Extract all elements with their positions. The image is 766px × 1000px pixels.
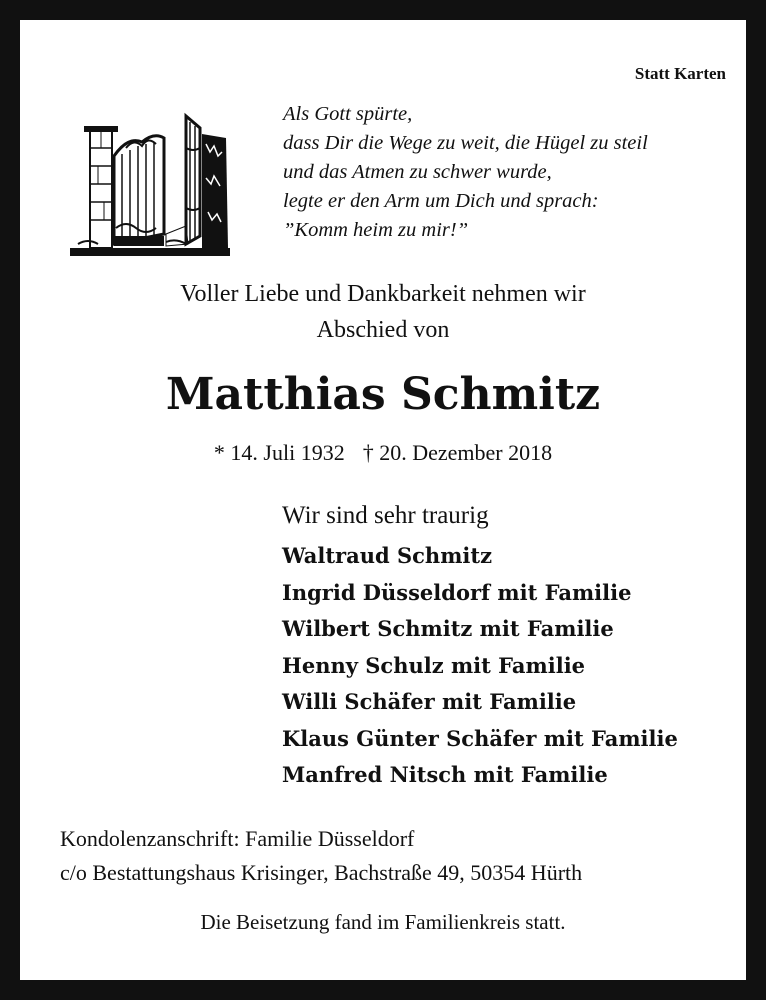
- open-gate-icon: [70, 108, 230, 256]
- poem-line: dass Dir die Wege zu weit, die Hügel zu steil: [283, 132, 648, 154]
- poem-line: legte er den Arm um Dich und sprach:: [283, 190, 599, 212]
- mourner-name: Manfred Nitsch mit Familie: [282, 762, 608, 787]
- intro-text: [20, 276, 746, 348]
- condolence-line: Kondolenzanschrift: Familie Düsseldorf: [60, 826, 415, 851]
- intro-line: Voller Liebe und Dankbarkeit nehmen wir: [180, 281, 586, 307]
- deceased-name: Matthias Schmitz: [165, 369, 601, 420]
- mourner-name: Klaus Günter Schäfer mit Familie: [282, 725, 678, 751]
- mourner-name: Waltraud Schmitz: [282, 543, 493, 568]
- mourners-block: [282, 498, 678, 794]
- notice-content: [20, 20, 746, 980]
- mourners-list: [282, 538, 678, 794]
- poem-line: Als Gott spürte,: [283, 103, 413, 125]
- birth-date: * 14. Juli 1932: [213, 440, 345, 465]
- mourner-name: Wilbert Schmitz mit Familie: [282, 616, 614, 641]
- death-date: † 20. Dezember 2018: [362, 440, 553, 465]
- condolence-line: c/o Bestattungshaus Krisinger, Bachstraße 49, 50354 Hürth: [60, 860, 583, 885]
- condolence-address: [60, 822, 582, 890]
- intro-line: Abschied von: [316, 317, 450, 343]
- poem-line: und das Atmen zu schwer wurde,: [283, 161, 552, 183]
- mourners-heading: Wir sind sehr traurig: [282, 502, 489, 529]
- mourner-name: Willi Schäfer mit Familie: [282, 689, 577, 714]
- mourner-name: Ingrid Düsseldorf mit Familie: [282, 579, 632, 605]
- burial-note: Die Beisetzung fand im Familienkreis statt.: [200, 910, 566, 934]
- poem-line: ”Komm heim zu mir!”: [283, 219, 469, 241]
- mourner-name: Henny Schulz mit Familie: [282, 652, 586, 678]
- poem: [283, 100, 648, 245]
- life-dates: [20, 438, 746, 468]
- statt-karten-label: Statt Karten: [634, 64, 726, 83]
